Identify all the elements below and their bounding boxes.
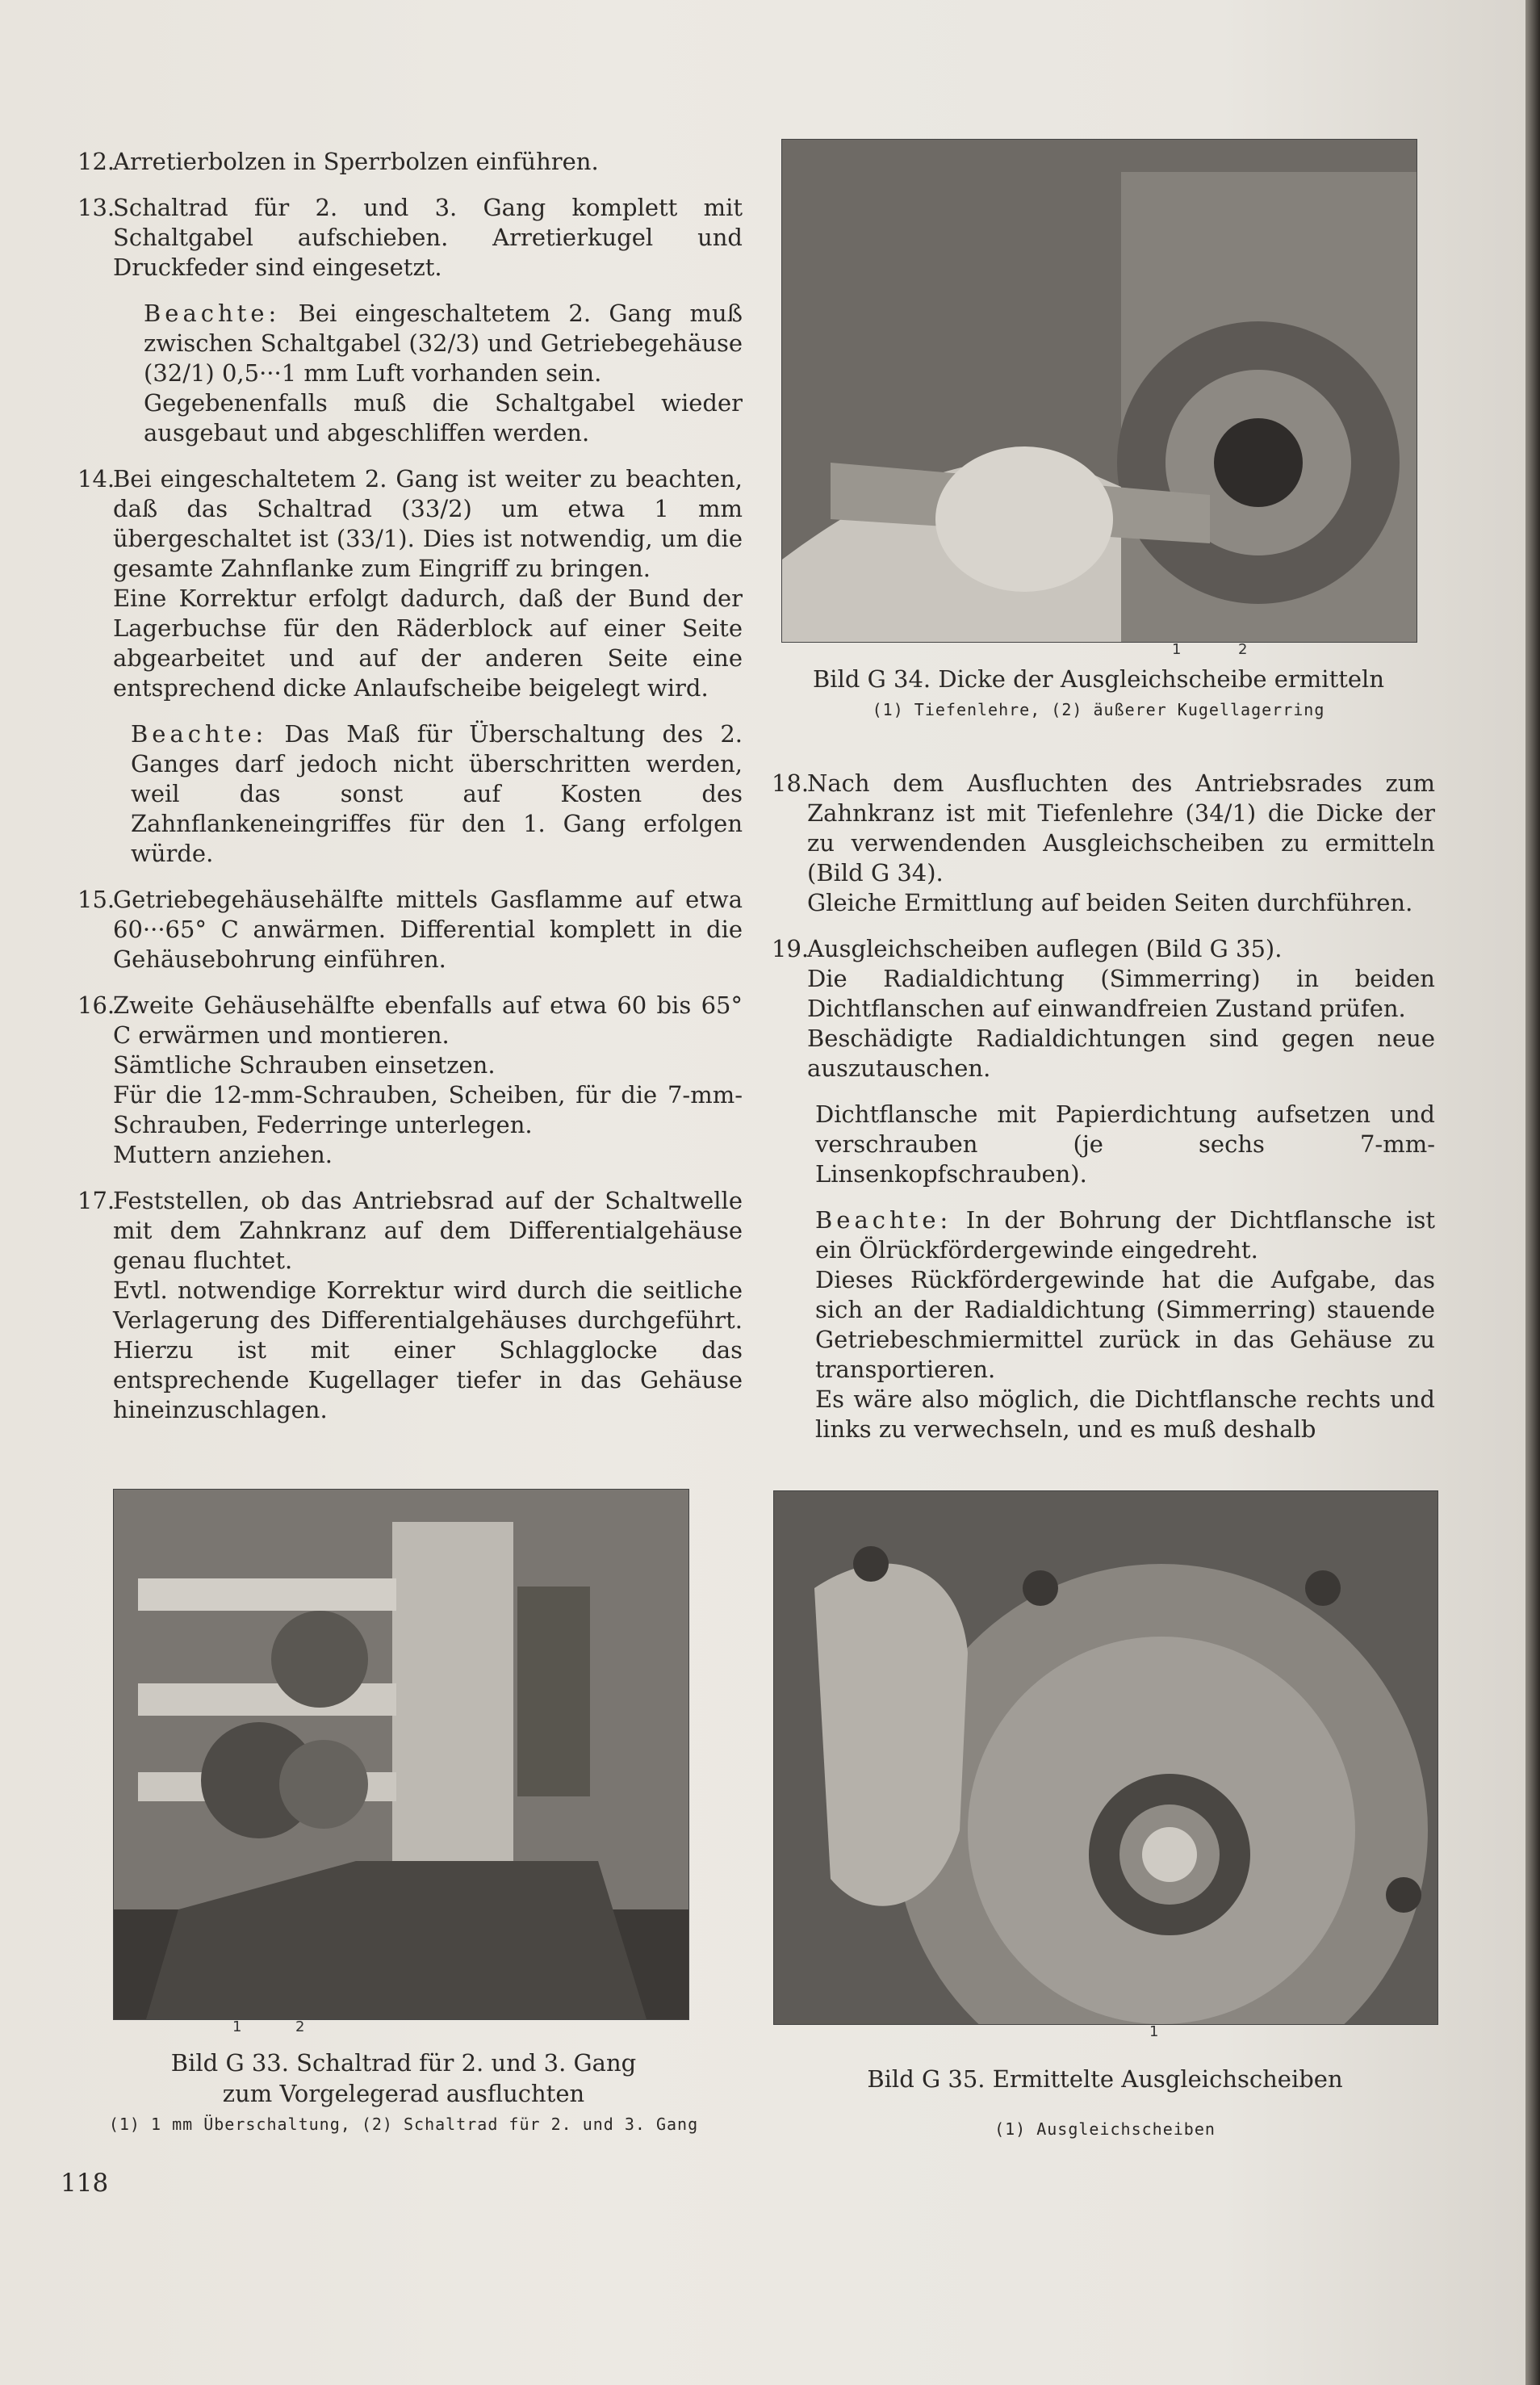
figure-g35-photo [773, 1490, 1438, 2025]
figure-legend: (1) Ausgleichscheiben [994, 2119, 1216, 2139]
item-number: 19. [772, 935, 810, 962]
list-item [77, 147, 743, 177]
item-text: Arretierbolzen in Sperrbolzen einführen. [113, 148, 599, 175]
figure-title: Bild G 33. Schaltrad für 2. und 3. Gang [170, 2049, 637, 2077]
list-item [77, 193, 743, 283]
figure-g34-caption [781, 664, 1416, 725]
item-number: 12. [77, 148, 115, 175]
item-number: 16. [77, 991, 115, 1019]
figure-title: Bild G 34. Dicke der Ausgleichscheibe ermitteln [813, 665, 1384, 693]
note-text: Bei eingeschaltetem 2. Gang muß zwischen Schaltgabel (32/3) und Getriebegehäuse (32/1) 0,5···1 mm Luft vorhanden sein. Gegebenenfalls muß die Schaltgabel wieder ausgebaut und abgeschliffen werden. [144, 300, 743, 446]
gearbox-hand-gauge-illustration [782, 140, 1417, 642]
item-number: 18. [772, 769, 810, 797]
note-block [775, 1205, 1435, 1444]
list-item [77, 1186, 743, 1425]
note-label: Beachte: [815, 1206, 952, 1234]
callout-label-1: 1 [1149, 2023, 1159, 2040]
note-text: In der Bohrung der Dichtflansche ist ein Ölrückfördergewinde eingedreht. Dieses Rückfördergewinde hat die Aufgabe, das sich an der Radialdichtung (Simmerring) stauende Getriebeschmiermittel zurück in das Gehäuse zu transportieren. Es wäre also möglich, die Dichtflansche rechts und links zu verwechseln, und es muß deshalb [815, 1206, 1435, 1443]
paragraph: Dichtflansche mit Papierdichtung aufsetzen und verschrauben (je sechs 7-mm-Linsenkopfschrauben). [815, 1100, 1435, 1188]
note-label: Beachte: [144, 300, 281, 327]
note-block [81, 719, 743, 869]
list-item [77, 991, 743, 1170]
list-item [772, 769, 1435, 918]
list-item [772, 934, 1435, 1084]
item-number: 17. [77, 1187, 115, 1214]
item-text: Getriebegehäusehälfte mittels Gasflamme auf etwa 60···65° C anwärmen. Differential komplett in die Gehäusebohrung einführen. [113, 886, 743, 973]
item-number: 14. [77, 465, 115, 493]
figure-title: Bild G 35. Ermittelte Ausgleichscheiben [867, 2065, 1343, 2093]
item-text: Zweite Gehäusehälfte ebenfalls auf etwa 60 bis 65° C erwärmen und montieren. Sämtliche Schrauben einsetzen. Für die 12-mm-Schrauben, Scheiben, für die 7-mm-Schrauben, Federringe unterlegen. Muttern anziehen. [113, 991, 743, 1168]
page-number: 118 [61, 2169, 109, 2198]
note-text: Das Maß für Überschaltung des 2. Ganges darf jedoch nicht überschritten werden, weil das sonst auf Kosten des Zahnflankeneingriffes für den 1. Gang erfolgen würde. [131, 720, 743, 867]
figure-legend: (1) Tiefenlehre, (2) äußerer Kugellagerring [872, 700, 1325, 719]
gearbox-housing-illustration [774, 1491, 1437, 2024]
book-edge-shadow [1525, 0, 1540, 2385]
right-column [772, 769, 1435, 1461]
callout-label-1: 1 [232, 2018, 242, 2035]
figure-g35-caption [773, 2064, 1437, 2144]
gear-assembly-illustration [114, 1490, 688, 2019]
item-text: Bei eingeschaltetem 2. Gang ist weiter zu beachten, daß das Schaltrad (33/2) um etwa 1 mm übergeschaltet ist (33/1). Dies ist notwendig, um die gesamte Zahnflanke zum Eingriff zu bringen. Eine Korrektur erfolgt dadurch, daß der Bund der Lagerbuchse für den Räderblock auf einer Seite abgearbeitet und auf der anderen Seite eine entsprechend dicke Anlaufscheibe beigelegt wird. [113, 465, 743, 702]
list-item [77, 464, 743, 703]
figure-g33-photo [113, 1489, 689, 2020]
item-text: Feststellen, ob das Antriebsrad auf der Schaltwelle mit dem Zahnkranz auf dem Differentialgehäuse genau fluchtet. Evtl. notwendige Korrektur wird durch die seitliche Verlagerung des Differentialgehäuses durchgeführt. Hierzu ist mit einer Schlagglocke das entsprechende Kugellager tiefer in das Gehäuse hineinzuschlagen. [113, 1187, 743, 1423]
item-number: 15. [77, 886, 115, 913]
list-item [77, 885, 743, 975]
left-column [77, 147, 743, 1441]
item-text: Ausgleichscheiben auflegen (Bild G 35). Die Radialdichtung (Simmerring) in beiden Dichtflanschen auf einwandfreien Zustand prüfen. Beschädigte Radialdichtungen sind gegen neue auszutauschen. [807, 935, 1435, 1082]
figure-title-line2: zum Vorgelegerad ausfluchten [222, 2080, 585, 2107]
item-text: Schaltrad für 2. und 3. Gang komplett mit Schaltgabel aufschieben. Arretierkugel und Druckfeder sind eingesetzt. [113, 194, 743, 281]
figure-g33-caption [97, 2048, 710, 2140]
callout-label-1: 1 [1172, 641, 1182, 658]
callout-label-2: 2 [295, 2018, 305, 2035]
item-text: Nach dem Ausfluchten des Antriebsrades zum Zahnkranz ist mit Tiefenlehre (34/1) die Dicke der zu verwendenden Ausgleichscheiben zu ermitteln (Bild G 34). Gleiche Ermittlung auf beiden Seiten durchführen. [807, 769, 1435, 916]
item-number: 13. [77, 194, 115, 221]
note-block [81, 299, 743, 448]
note-label: Beachte: [131, 720, 268, 748]
figure-g34-photo [781, 139, 1417, 643]
figure-legend: (1) 1 mm Überschaltung, (2) Schaltrad für 2. und 3. Gang [108, 2115, 699, 2134]
callout-label-2: 2 [1238, 641, 1248, 658]
